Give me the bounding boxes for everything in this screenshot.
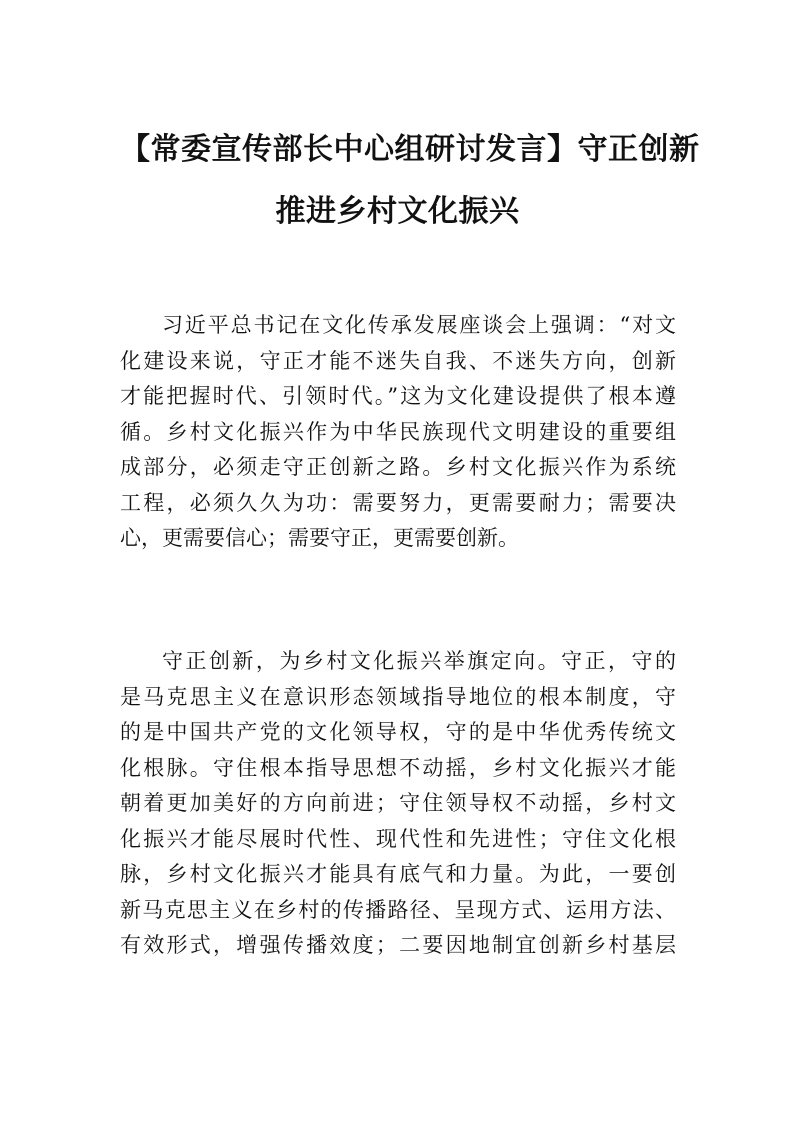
paragraph-line: 化建设来说，守正才能不迷失自我、不迷失方向，创新	[120, 348, 676, 373]
paragraph-2	[120, 644, 676, 964]
paragraph-line: 心，更需要信心；需要守正，更需要创新。	[120, 526, 519, 550]
paragraph-1	[120, 308, 676, 557]
paragraph-line: 的是中国共产党的文化领导权，守的是中华优秀传统文	[120, 720, 676, 744]
paragraph-line: 循。乡村文化振兴作为中华民族现代文明建设的重要组	[120, 419, 676, 444]
document-title-line-2: 推进乡村文化振兴	[275, 194, 520, 229]
document-title-line-1: 【常委宣传部长中心组研讨发言】守正创新	[120, 132, 700, 167]
paragraph-line: 新马克思主义在乡村的传播路径、呈现方式、运用方法、	[120, 897, 676, 922]
paragraph-line: 是马克思主义在意识形态领域指导地位的根本制度，守	[120, 684, 676, 709]
paragraph-line: 成部分，必须走守正创新之路。乡村文化振兴作为系统	[120, 455, 676, 479]
paragraph-line: 化根脉。守住根本指导思想不动摇，乡村文化振兴才能	[120, 755, 676, 780]
paragraph-line: 脉，乡村文化振兴才能具有底气和力量。为此，一要创	[120, 862, 676, 886]
paragraph-line: 才能把握时代、引领时代。”这为文化建设提供了根本遵	[120, 384, 676, 408]
paragraph-line: 有效形式，增强传播效度；二要因地制宜创新乡村基层	[120, 933, 676, 957]
paragraph-line: 朝着更加美好的方向前进；守住领导权不动摇，乡村文	[120, 791, 676, 815]
paragraph-line: 化振兴才能尽展时代性、现代性和先进性；守住文化根	[120, 826, 676, 851]
paragraph-line: 守正创新，为乡村文化振兴举旗定向。守正，守的	[162, 649, 676, 673]
paragraph-line: 工程，必须久久为功：需要努力，更需要耐力；需要决	[120, 490, 676, 515]
paragraph-line: 习近平总书记在文化传承发展座谈会上强调：“对文	[162, 313, 676, 337]
